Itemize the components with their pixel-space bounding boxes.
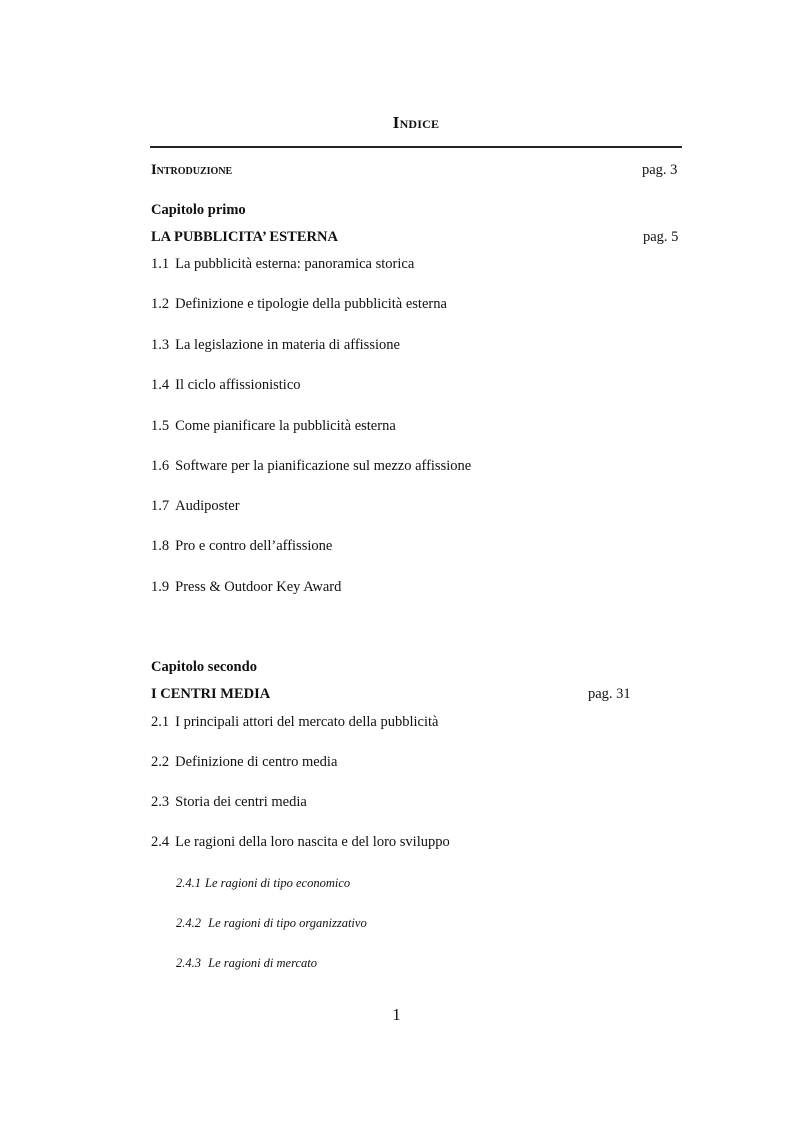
toc-subitem-text: Le ragioni di tipo economico <box>205 876 351 890</box>
toc-item-number: 2.3 <box>151 794 170 810</box>
toc-item-number: 1.5 <box>151 418 170 434</box>
toc-item-text: Il ciclo affissionistico <box>175 377 301 393</box>
toc-item-text: Storia dei centri media <box>175 794 307 810</box>
toc-subitem <box>176 956 317 971</box>
toc-item-text: Software per la pianificazione sul mezzo affissione <box>175 458 472 474</box>
chapter1-heading: Capitolo primo <box>151 202 246 218</box>
toc-item <box>151 714 438 731</box>
toc-item-text: Definizione di centro media <box>175 754 338 770</box>
chapter2-heading: Capitolo secondo <box>151 659 257 675</box>
toc-item-text: Audiposter <box>175 498 240 514</box>
toc-item <box>151 834 450 851</box>
chapter2-page: pag. 31 <box>588 686 631 702</box>
chapter1-page: pag. 5 <box>643 229 679 245</box>
toc-item-number: 1.3 <box>151 337 170 353</box>
toc-subitem-number: 2.4.3 <box>176 956 201 970</box>
toc-item-number: 2.2 <box>151 754 170 770</box>
chapter2-title: I CENTRI MEDIA <box>151 686 271 702</box>
toc-item <box>151 418 396 435</box>
toc-item-number: 1.4 <box>151 377 170 393</box>
toc-item <box>151 337 400 354</box>
toc-item <box>151 256 414 273</box>
toc-item <box>151 794 307 811</box>
toc-subitem-text: Le ragioni di tipo organizzativo <box>205 916 367 930</box>
toc-item-text: Pro e contro dell’affissione <box>175 538 333 554</box>
toc-item-number: 2.4 <box>151 834 170 850</box>
toc-item-text: La legislazione in materia di affissione <box>175 337 400 353</box>
chapter1-title: LA PUBBLICITA’ ESTERNA <box>151 229 338 245</box>
toc-item <box>151 458 471 475</box>
toc-item-number: 1.7 <box>151 498 170 514</box>
toc-item-text: Le ragioni della loro nascita e del loro sviluppo <box>175 834 450 850</box>
toc-subitem <box>176 876 350 891</box>
toc-item-text: Come pianificare la pubblicità esterna <box>175 418 396 434</box>
intro-label: Introduzione <box>151 162 233 178</box>
toc-subitem-number: 2.4.2 <box>176 916 201 930</box>
toc-item <box>151 296 447 313</box>
page-number: 1 <box>392 1005 401 1024</box>
toc-subitem-number: 2.4.1 <box>176 876 201 890</box>
toc-item-number: 1.2 <box>151 296 170 312</box>
toc-item <box>151 377 301 394</box>
toc-item-text: I principali attori del mercato della pubblicità <box>175 714 439 730</box>
toc-item-text: Definizione e tipologie della pubblicità esterna <box>175 296 447 312</box>
toc-item <box>151 498 240 515</box>
toc-item-text: Press & Outdoor Key Award <box>175 579 342 595</box>
toc-item-number: 1.8 <box>151 538 170 554</box>
toc-item-number: 2.1 <box>151 714 170 730</box>
toc-item-number: 1.6 <box>151 458 170 474</box>
intro-page: pag. 3 <box>642 162 678 178</box>
toc-item <box>151 538 332 555</box>
page-title: Indice <box>392 113 440 132</box>
toc-subitem <box>176 916 367 931</box>
toc-item-number: 1.1 <box>151 256 170 272</box>
toc-item <box>151 754 337 771</box>
toc-subitem-text: Le ragioni di mercato <box>205 956 318 970</box>
toc-item-text: La pubblicità esterna: panoramica storica <box>175 256 415 272</box>
toc-item-number: 1.9 <box>151 579 170 595</box>
toc-item <box>151 579 341 596</box>
title-rule <box>150 146 682 148</box>
